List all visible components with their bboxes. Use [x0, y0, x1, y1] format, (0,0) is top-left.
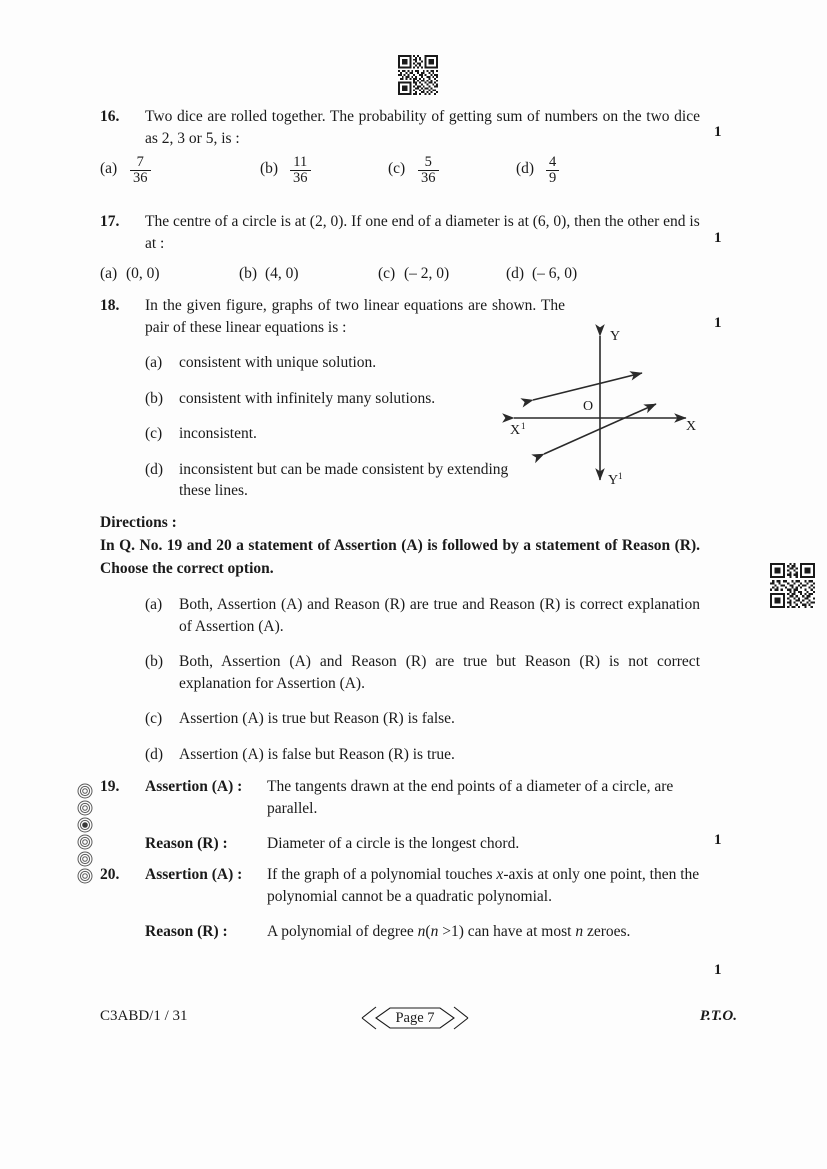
reason-text: A polynomial of degree n(n >1) can have at most n zeroes. [267, 923, 631, 940]
assertion-label: Assertion (A) : [145, 866, 243, 883]
question-16-options [100, 154, 700, 189]
option-a[interactable]: (a) (0, 0) [100, 265, 160, 282]
fraction-11-36: $\frac{11}{36}$ [290, 155, 311, 186]
option-b[interactable]: (b) (4, 0) [239, 265, 299, 282]
question-number: 18. [100, 297, 120, 314]
option-c[interactable]: (c) $\frac{5}{36}$ [388, 158, 516, 189]
option-a[interactable]: (a) $\frac{7}{36}$ [100, 158, 260, 189]
reason-row [145, 921, 700, 943]
question-number: 19. [100, 778, 120, 795]
option-b[interactable]: (b) $\frac{11}{36}$ [260, 158, 388, 189]
option-c[interactable]: (c) Assertion (A) is true but Reason (R) is false. [145, 710, 455, 727]
question-20 [100, 864, 700, 943]
reason-row [145, 833, 700, 855]
option-b[interactable]: (b) Both, Assertion (A) and Reason (R) are true but Reason (R) is not correct explanation for Assertion (A). [145, 653, 700, 692]
question-number: 17. [100, 213, 120, 230]
directions-options [145, 594, 700, 765]
page-label: Page 7 [395, 1009, 435, 1026]
option-d[interactable]: (d) inconsistent but can be made consistent by extending these lines. [145, 460, 509, 499]
reason-text: Diameter of a circle is the longest chord. [267, 835, 520, 852]
question-19 [100, 776, 700, 855]
fraction-7-36: $\frac{7}{36}$ [130, 155, 151, 186]
qr-code-icon [398, 55, 438, 95]
directions-title: Directions : [100, 514, 177, 531]
marks-question-17: 1 [714, 230, 722, 246]
axis-label-x-prime: X [510, 423, 521, 438]
axis-label-x-prime-sup: 1 [521, 421, 526, 431]
question-text: Two dice are rolled together. The probability of getting sum of numbers on the two dice as 2, 3 or 5, is : [145, 108, 700, 147]
assertion-text: If the graph of a polynomial touches x-axis at only one point, then the polynomial cannot be a quadratic polynomial. [267, 866, 700, 905]
assertion-label: Assertion (A) : [145, 778, 243, 795]
option-a[interactable]: (a) consistent with unique solution. [145, 354, 377, 371]
marks-question-19: 1 [714, 832, 722, 848]
marks-question-18: 1 [714, 315, 722, 331]
question-17-options [100, 263, 700, 284]
option-a[interactable]: (a) Both, Assertion (A) and Reason (R) are true and Reason (R) is correct explanation of Assertion (A). [145, 596, 700, 635]
option-b[interactable]: (b) consistent with infinitely many solutions. [145, 389, 436, 407]
axis-label-y: Y [610, 329, 621, 344]
axis-label-y-prime: Y [608, 473, 619, 488]
assertion-row [145, 864, 700, 907]
qr-code-icon [770, 563, 815, 608]
binding-holes-icon [74, 782, 96, 884]
question-number: 20. [100, 866, 120, 883]
reason-label: Reason (R) : [145, 923, 228, 940]
origin-label: O [583, 399, 594, 414]
fraction-4-9: $\frac{4}{9}$ [546, 155, 559, 186]
question-text: In the given figure, graphs of two linear equations are shown. The pair of these linear equations is : [145, 297, 565, 336]
axis-label-x: X [686, 419, 697, 434]
pto-label: P.T.O. [699, 1008, 737, 1024]
option-d[interactable]: (d) $\frac{4}{9}$ [516, 158, 559, 189]
directions-text: In Q. No. 19 and 20 a statement of Assertion (A) is followed by a statement of Reason (R). Choose the correct option. [100, 537, 700, 577]
option-c[interactable]: (c) (– 2, 0) [378, 265, 450, 282]
linear-equations-graph-figure [500, 322, 700, 494]
option-d[interactable]: (d) (– 6, 0) [506, 265, 578, 282]
directions-section [100, 512, 700, 765]
paper-code: C3ABD/1 / 31 [100, 1008, 188, 1024]
question-text: The centre of a circle is at (2, 0). If one end of a diameter is at (6, 0), then the other end is at : [145, 213, 700, 252]
option-c[interactable]: (c) inconsistent. [145, 425, 257, 442]
page-number-badge [360, 1003, 470, 1033]
question-16 [100, 106, 700, 189]
linear-equation-line-1 [533, 373, 642, 400]
question-number: 16. [100, 108, 120, 125]
assertion-row [145, 776, 700, 819]
assertion-text: The tangents drawn at the end points of a diameter of a circle, are parallel. [267, 778, 674, 817]
question-17 [100, 211, 700, 284]
reason-label: Reason (R) : [145, 835, 228, 852]
fraction-5-36: $\frac{5}{36}$ [418, 155, 439, 186]
marks-question-20: 1 [714, 962, 722, 978]
axis-label-y-prime-sup: 1 [618, 471, 623, 481]
option-d[interactable]: (d) Assertion (A) is false but Reason (R) is true. [145, 745, 455, 763]
marks-question-16: 1 [714, 124, 722, 140]
page-footer [0, 1003, 827, 1039]
